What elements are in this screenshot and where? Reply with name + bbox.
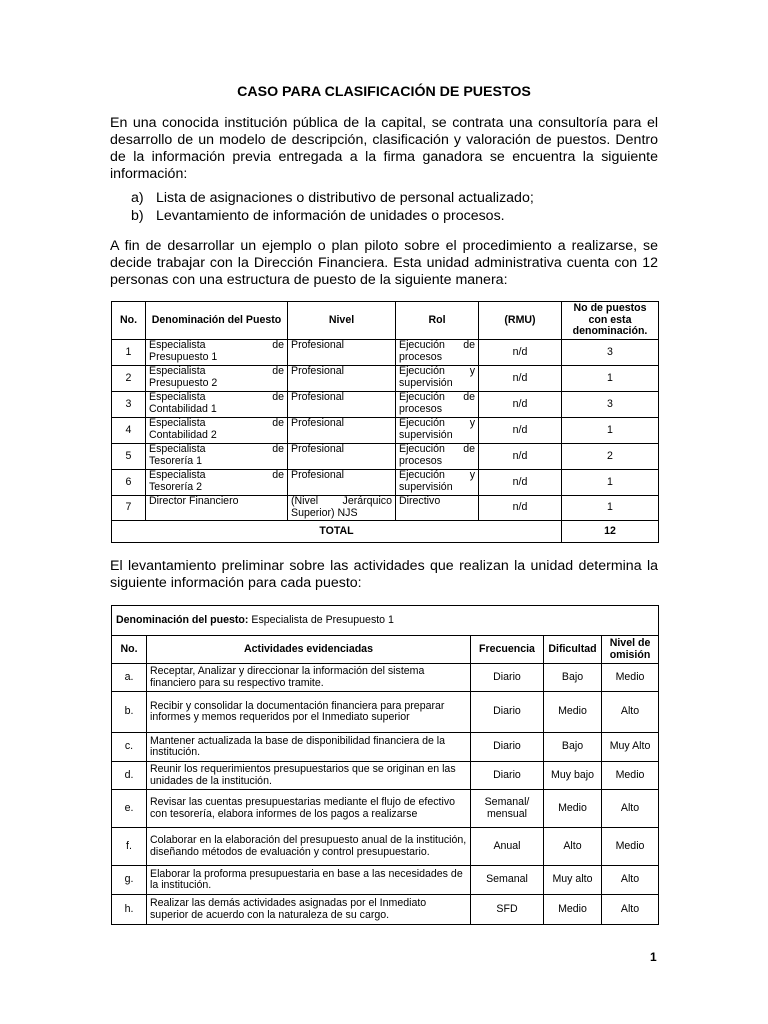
denominacion-word: Presupuesto 1 bbox=[149, 350, 218, 363]
list-item-text: Levantamiento de información de unidades o procesos. bbox=[156, 207, 505, 224]
dificultad-cell: Bajo bbox=[544, 664, 602, 692]
actividad-cell: Reunir los requerimientos presupuestarios que se originan en las unidades de la institución. bbox=[147, 762, 471, 790]
denominacion-word: Especialista bbox=[149, 417, 206, 429]
row-number: h. bbox=[112, 895, 147, 925]
frecuencia-cell: Diario bbox=[471, 762, 544, 790]
header-rol: Rol bbox=[396, 302, 479, 340]
omision-cell: Alto bbox=[602, 692, 659, 733]
row-number: 1 bbox=[112, 340, 146, 366]
dificultad-cell: Medio bbox=[544, 895, 602, 925]
count-cell: 1 bbox=[562, 470, 659, 496]
rol-word: Ejecución bbox=[399, 469, 445, 481]
total-value: 12 bbox=[562, 521, 659, 543]
actividad-cell: Elaborar la proforma presupuestaria en base a las necesidades de la institución. bbox=[147, 866, 471, 895]
denominacion-word: Especialista bbox=[149, 365, 206, 377]
rol-cell bbox=[396, 366, 479, 392]
rmu-cell: n/d bbox=[479, 392, 562, 418]
frecuencia-cell: Diario bbox=[471, 733, 544, 762]
denominacion-line bbox=[149, 352, 284, 364]
denominacion-word: de bbox=[272, 417, 284, 429]
denominacion-cell bbox=[146, 392, 288, 418]
intro-paragraph: En una conocida institución pública de la capital, se contrata una consultoría para el desarrollo de un modelo de descripción, clasificación y valoración de puestos. Dentro de la información previa entregada a la firma ganadora se encuentra la siguiente información: bbox=[110, 115, 658, 182]
header-nivel: Nivel bbox=[288, 302, 396, 340]
table-row bbox=[112, 828, 659, 866]
denominacion-cell: Director Financiero bbox=[146, 496, 288, 521]
total-row bbox=[112, 521, 659, 543]
table-row bbox=[112, 866, 659, 895]
pilot-paragraph: A fin de desarrollar un ejemplo o plan piloto sobre el procedimiento a realizarse, se decide trabajar con la Dirección Financiera. Esta unidad administrativa cuenta con 12 personas con una estructura de puesto de la siguiente manera: bbox=[110, 238, 658, 288]
rol-word: supervisión bbox=[399, 428, 453, 441]
rmu-cell: n/d bbox=[479, 496, 562, 521]
rol-word: supervisión bbox=[399, 480, 453, 493]
denominacion-word: Tesorería 1 bbox=[149, 454, 202, 467]
table-row bbox=[112, 444, 659, 470]
rol-word: Ejecución bbox=[399, 443, 445, 455]
rmu-cell: n/d bbox=[479, 366, 562, 392]
dificultad-cell: Alto bbox=[544, 828, 602, 866]
denominacion-word: de bbox=[272, 469, 284, 481]
header-frecuencia: Frecuencia bbox=[471, 636, 544, 664]
rol-word: de bbox=[463, 391, 475, 403]
row-number: 3 bbox=[112, 392, 146, 418]
row-number: c. bbox=[112, 733, 147, 762]
rol-line bbox=[399, 378, 475, 390]
count-cell: 1 bbox=[562, 366, 659, 392]
table-row bbox=[112, 392, 659, 418]
dificultad-cell: Medio bbox=[544, 692, 602, 733]
rol-line bbox=[399, 352, 475, 364]
nivel-cell: Profesional bbox=[288, 366, 396, 392]
omision-cell: Medio bbox=[602, 828, 659, 866]
omision-cell: Alto bbox=[602, 866, 659, 895]
rol-line bbox=[399, 404, 475, 416]
activities-table bbox=[111, 605, 659, 925]
puesto-cell bbox=[112, 606, 659, 636]
table-row bbox=[112, 340, 659, 366]
denominacion-word: de bbox=[272, 443, 284, 455]
rol-cell bbox=[396, 418, 479, 444]
rol-word: Ejecución bbox=[399, 391, 445, 403]
nivel-cell: Profesional bbox=[288, 340, 396, 366]
denominacion-word: Especialista bbox=[149, 339, 206, 351]
omision-cell: Medio bbox=[602, 762, 659, 790]
list-marker: b) bbox=[131, 207, 144, 224]
denominacion-cell bbox=[146, 444, 288, 470]
denominacion-word: de bbox=[272, 391, 284, 403]
rol-word: supervisión bbox=[399, 376, 453, 389]
denominacion-line bbox=[149, 430, 284, 442]
omision-cell: Alto bbox=[602, 790, 659, 828]
frecuencia-cell: Diario bbox=[471, 692, 544, 733]
nivel-cell: Profesional bbox=[288, 418, 396, 444]
actividad-cell: Colaborar en la elaboración del presupuesto anual de la institución, diseñando métodos de evaluación y control presupuestario. bbox=[147, 828, 471, 866]
count-cell: 3 bbox=[562, 340, 659, 366]
omision-cell: Muy Alto bbox=[602, 733, 659, 762]
rmu-cell: n/d bbox=[479, 470, 562, 496]
count-cell: 1 bbox=[562, 418, 659, 444]
table-row bbox=[112, 895, 659, 925]
rol-word: procesos bbox=[399, 350, 442, 363]
denominacion-cell bbox=[146, 470, 288, 496]
row-number: d. bbox=[112, 762, 147, 790]
table-row bbox=[112, 692, 659, 733]
table-header-row bbox=[112, 302, 659, 340]
rol-word: Ejecución bbox=[399, 365, 445, 377]
header-no: No. bbox=[112, 302, 146, 340]
denominacion-line bbox=[149, 404, 284, 416]
denominacion-word: de bbox=[272, 365, 284, 377]
denominacion-word: Especialista bbox=[149, 469, 206, 481]
row-number: a. bbox=[112, 664, 147, 692]
table-row bbox=[112, 762, 659, 790]
actividad-cell: Mantener actualizada la base de disponibilidad financiera de la institución. bbox=[147, 733, 471, 762]
row-number: e. bbox=[112, 790, 147, 828]
rol-word: y bbox=[469, 469, 475, 481]
denominacion-cell bbox=[146, 418, 288, 444]
count-cell: 1 bbox=[562, 496, 659, 521]
nivel-cell: Profesional bbox=[288, 392, 396, 418]
row-number: g. bbox=[112, 866, 147, 895]
table-row bbox=[112, 418, 659, 444]
actividad-cell: Revisar las cuentas presupuestarias mediante el flujo de efectivo con tesorería, elabora informes de los pagos a realizarse bbox=[147, 790, 471, 828]
row-number: 4 bbox=[112, 418, 146, 444]
denominacion-line bbox=[149, 482, 284, 494]
puesto-row bbox=[112, 606, 659, 636]
rmu-cell: n/d bbox=[479, 444, 562, 470]
rol-cell: Directivo bbox=[396, 496, 479, 521]
actividad-cell: Receptar, Analizar y direccionar la información del sistema financiero para su respectivo tramite. bbox=[147, 664, 471, 692]
row-number: 2 bbox=[112, 366, 146, 392]
table-row bbox=[112, 496, 659, 521]
nivel-cell: Profesional bbox=[288, 444, 396, 470]
page-number: 1 bbox=[650, 950, 657, 964]
frecuencia-cell: Diario bbox=[471, 664, 544, 692]
document-title: CASO PARA CLASIFICACIÓN DE PUESTOS bbox=[237, 84, 531, 100]
header-dificultad: Dificultad bbox=[544, 636, 602, 664]
denominacion-word: de bbox=[272, 339, 284, 351]
denominacion-word: Especialista bbox=[149, 391, 206, 403]
list-item bbox=[131, 208, 658, 226]
header-omision: Nivel de omisión bbox=[602, 636, 659, 664]
dificultad-cell: Muy bajo bbox=[544, 762, 602, 790]
actividad-cell: Realizar las demás actividades asignadas por el Inmediato superior de acuerdo con la naturaleza de su cargo. bbox=[147, 895, 471, 925]
denominacion-line bbox=[149, 456, 284, 468]
puesto-value: Especialista de Presupuesto 1 bbox=[251, 613, 394, 626]
rol-word: Ejecución bbox=[399, 339, 445, 351]
denominacion-word: Tesorería 2 bbox=[149, 480, 202, 493]
denominacion-word: Especialista bbox=[149, 443, 206, 455]
header-actividades: Actividades evidenciadas bbox=[147, 636, 471, 664]
rol-word: y bbox=[469, 417, 475, 429]
row-number: 6 bbox=[112, 470, 146, 496]
total-label: TOTAL bbox=[112, 521, 562, 543]
header-puestos: No de puestos con esta denominación. bbox=[562, 302, 659, 340]
list-marker: a) bbox=[131, 190, 144, 206]
denominacion-word: Contabilidad 1 bbox=[149, 402, 217, 415]
nivel-cell bbox=[288, 496, 396, 521]
count-cell: 2 bbox=[562, 444, 659, 470]
row-number: f. bbox=[112, 828, 147, 866]
row-number: 5 bbox=[112, 444, 146, 470]
table-header-row bbox=[112, 636, 659, 664]
header-no: No. bbox=[112, 636, 147, 664]
rol-cell bbox=[396, 444, 479, 470]
frecuencia-cell: Semanal bbox=[471, 866, 544, 895]
actividad-cell: Recibir y consolidar la documentación financiera para preparar informes y memos requeridos por el Inmediato superior bbox=[147, 692, 471, 733]
dificultad-cell: Muy alto bbox=[544, 866, 602, 895]
header-denominacion: Denominación del Puesto bbox=[146, 302, 288, 340]
frecuencia-cell: SFD bbox=[471, 895, 544, 925]
rol-word: Ejecución bbox=[399, 417, 445, 429]
table-row bbox=[112, 366, 659, 392]
count-cell: 3 bbox=[562, 392, 659, 418]
nivel-line bbox=[291, 508, 392, 520]
rmu-cell: n/d bbox=[479, 340, 562, 366]
rol-word: procesos bbox=[399, 402, 442, 415]
nivel-word: (Nivel bbox=[291, 495, 319, 507]
rol-word: de bbox=[463, 339, 475, 351]
rol-word: procesos bbox=[399, 454, 442, 467]
dificultad-cell: Bajo bbox=[544, 733, 602, 762]
rol-cell bbox=[396, 340, 479, 366]
denominacion-word: Presupuesto 2 bbox=[149, 376, 218, 389]
omision-cell: Medio bbox=[602, 664, 659, 692]
nivel-cell: Profesional bbox=[288, 470, 396, 496]
row-number: b. bbox=[112, 692, 147, 733]
rmu-cell: n/d bbox=[479, 418, 562, 444]
denominacion-cell bbox=[146, 340, 288, 366]
nivel-word: Superior) NJS bbox=[291, 506, 358, 519]
table-row bbox=[112, 733, 659, 762]
frecuencia-cell: Semanal/ mensual bbox=[471, 790, 544, 828]
row-number: 7 bbox=[112, 496, 146, 521]
rol-word: y bbox=[469, 365, 475, 377]
survey-paragraph: El levantamiento preliminar sobre las actividades que realizan la unidad determina la siguiente información para cada puesto: bbox=[110, 558, 658, 591]
puesto-label: Denominación del puesto: bbox=[116, 613, 249, 626]
dificultad-cell: Medio bbox=[544, 790, 602, 828]
table-row bbox=[112, 790, 659, 828]
rol-cell bbox=[396, 470, 479, 496]
info-list bbox=[131, 190, 658, 225]
rol-line bbox=[399, 430, 475, 442]
list-item-text: Lista de asignaciones o distributivo de personal actualizado; bbox=[156, 190, 534, 206]
denominacion-line bbox=[149, 378, 284, 390]
rol-line bbox=[399, 482, 475, 494]
denominacion-cell bbox=[146, 366, 288, 392]
header-rmu: (RMU) bbox=[479, 302, 562, 340]
rol-cell bbox=[396, 392, 479, 418]
rol-word: de bbox=[463, 443, 475, 455]
list-item bbox=[131, 190, 658, 208]
omision-cell: Alto bbox=[602, 895, 659, 925]
positions-table bbox=[111, 301, 659, 543]
denominacion-word: Contabilidad 2 bbox=[149, 428, 217, 441]
table-row bbox=[112, 470, 659, 496]
frecuencia-cell: Anual bbox=[471, 828, 544, 866]
rol-line bbox=[399, 456, 475, 468]
nivel-word: Jerárquico bbox=[342, 495, 392, 507]
table-row bbox=[112, 664, 659, 692]
